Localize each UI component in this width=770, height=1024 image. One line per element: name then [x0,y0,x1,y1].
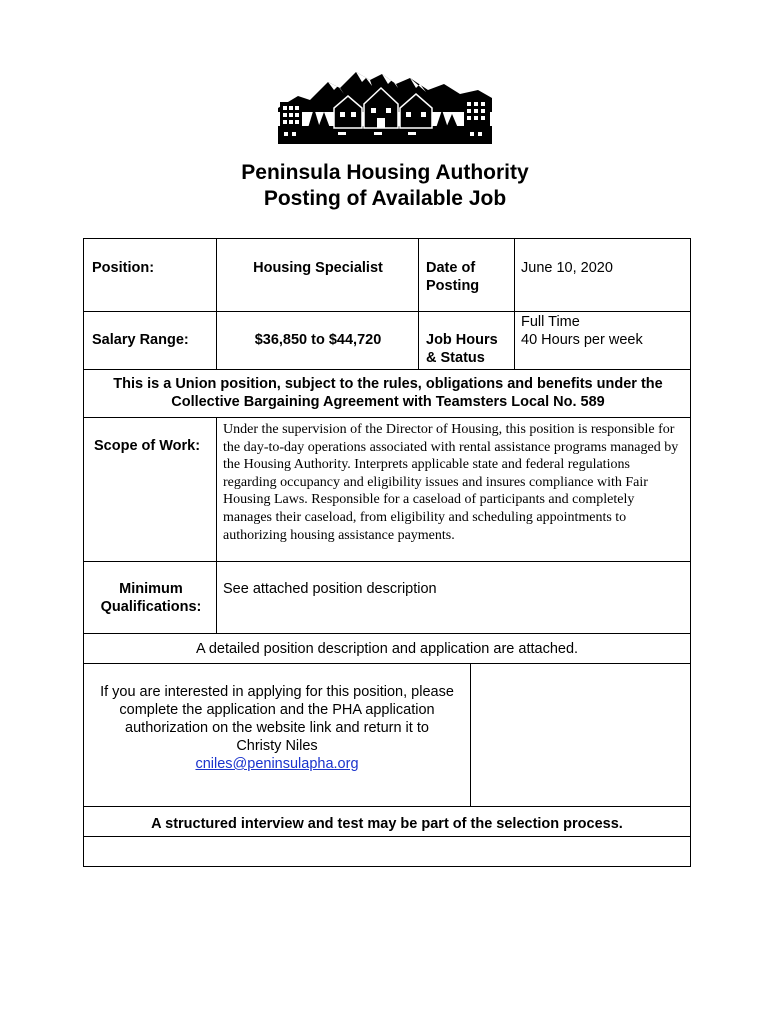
attachment-note: A detailed position description and application are attached. [195,641,579,657]
union-note: This is a Union position, subject to the rules, obligations and benefits under the Collective Bargaining Agreement with Teamsters Local No. 589 [113,376,663,410]
job-hours-per-week: 40 Hours per week [521,332,643,348]
minimum-qualifications-label: Minimum Qualifications: [100,581,202,615]
contact-email-link[interactable]: cniles@peninsulapha.org [195,756,359,772]
job-hours-label: Job Hours & Status [426,332,498,366]
date-of-posting-label: Date of Posting [426,260,480,294]
job-posting-table [83,238,691,867]
date-of-posting-value: June 10, 2020 [521,260,613,276]
document-title: Posting of Available Job [263,187,507,210]
minimum-qualifications-text: See attached position description [223,581,437,597]
selection-process-note: A structured interview and test may be part of the selection process. [151,816,623,832]
scope-of-work-label: Scope of Work: [94,438,201,454]
scope-of-work-text: Under the supervision of the Director of Housing, this position is responsible for the day-to-day operations associated with rental assistance programs managed by the Housing Authority. Interprets applicable state and federal regulations regarding occupancy and eligibility issues and insures compliance with Fair Housing Laws. Responsible for a caseload of participants and completely manages their caseload, from eligibility and scheduling appointments to authorizing housing assistance payments. [223,422,679,543]
organization-title: Peninsula Housing Authority [241,161,529,184]
position-value: Housing Specialist [253,260,383,276]
salary-range-label: Salary Range: [92,332,189,348]
housing-authority-logo [278,68,492,144]
salary-range-value: $36,850 to $44,720 [254,332,382,348]
position-label: Position: [92,260,155,276]
contact-name: Christy Niles [236,738,318,754]
application-instructions-text: If you are interested in applying for this position, please complete the application and the PHA application authorization on the website link and return it to [100,684,454,736]
job-hours-status: Full Time [521,314,580,330]
application-instructions [88,683,466,773]
